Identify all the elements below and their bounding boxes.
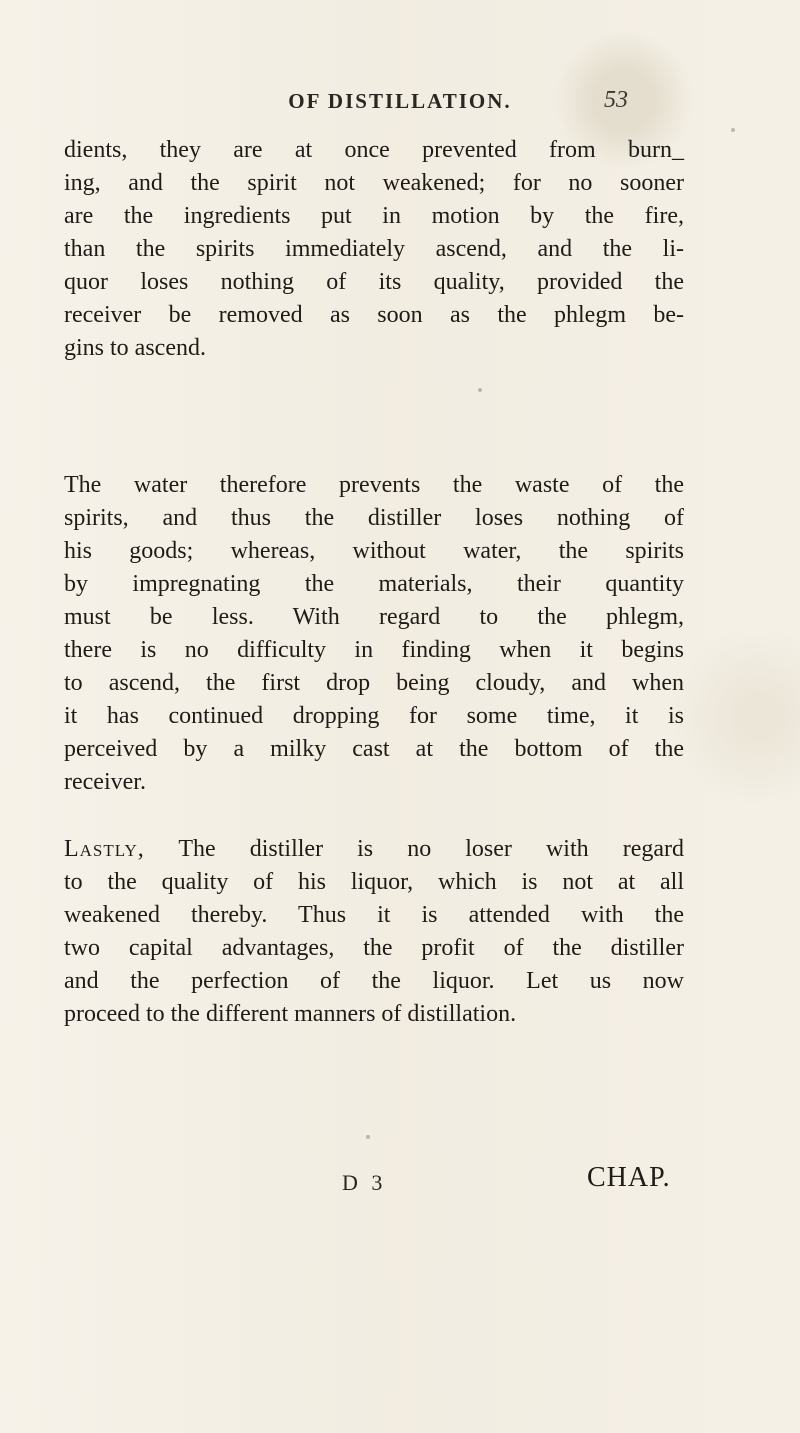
signature-mark: D 3 [342,1170,387,1195]
paragraph-line-text: The distiller is no loser with regard [144,836,684,862]
paragraph-line: gins to ascend. [64,335,206,361]
paragraph-line: are the ingredients put in motion by the fire, [64,203,684,229]
paragraph-line: perceived by a milky cast at the bottom of the [64,736,684,762]
paragraph-line: to ascend, the first drop being cloudy, and when [64,670,684,696]
catchword: CHAP. [587,1162,671,1193]
paragraph-1 [64,134,684,365]
ink-speck [478,388,482,392]
paragraph-line: receiver be removed as soon as the phlegm be- [64,302,684,328]
paragraph-line: and the perfection of the liquor. Let us now [64,968,684,994]
paragraph-line: to the quality of his liquor, which is not at all [64,869,684,895]
paragraph-line: weakened thereby. Thus it is attended with the [64,902,684,928]
paragraph-line: receiver. [64,769,146,795]
paragraph-line: dients, they are at once prevented from burn_ [64,137,684,163]
paragraph-line: quor loses nothing of its quality, provided the [64,269,684,295]
ink-speck [366,1135,370,1139]
paragraph-line: The water therefore prevents the waste of the [64,472,684,498]
paragraph-line: two capital advantages, the profit of the distiller [64,935,684,961]
paragraph-line: than the spirits immediately ascend, and the li- [64,236,684,262]
paragraph-line-with-lead [64,833,684,866]
paragraph-line: his goods; whereas, without water, the spirits [64,538,684,564]
paragraph-line: it has continued dropping for some time, it is [64,703,684,729]
ink-speck [731,128,735,132]
paragraph-line: ing, and the spirit not weakened; for no sooner [64,170,684,196]
paragraph-line: spirits, and thus the distiller loses nothing of [64,505,684,531]
paragraph-line: by impregnating the materials, their quantity [64,571,684,597]
paragraph-line: proceed to the different manners of distillation. [64,1001,517,1027]
paragraph-line: must be less. With regard to the phlegm, [64,604,684,630]
lastly-lead: Lastly, [64,836,145,862]
paragraph-line: there is no difficulty in finding when it begins [64,637,684,663]
running-head: OF DISTILLATION. [288,89,512,113]
page-number: 53 [604,87,628,113]
paragraph-2 [64,469,684,799]
paragraph-3 [64,833,684,1031]
